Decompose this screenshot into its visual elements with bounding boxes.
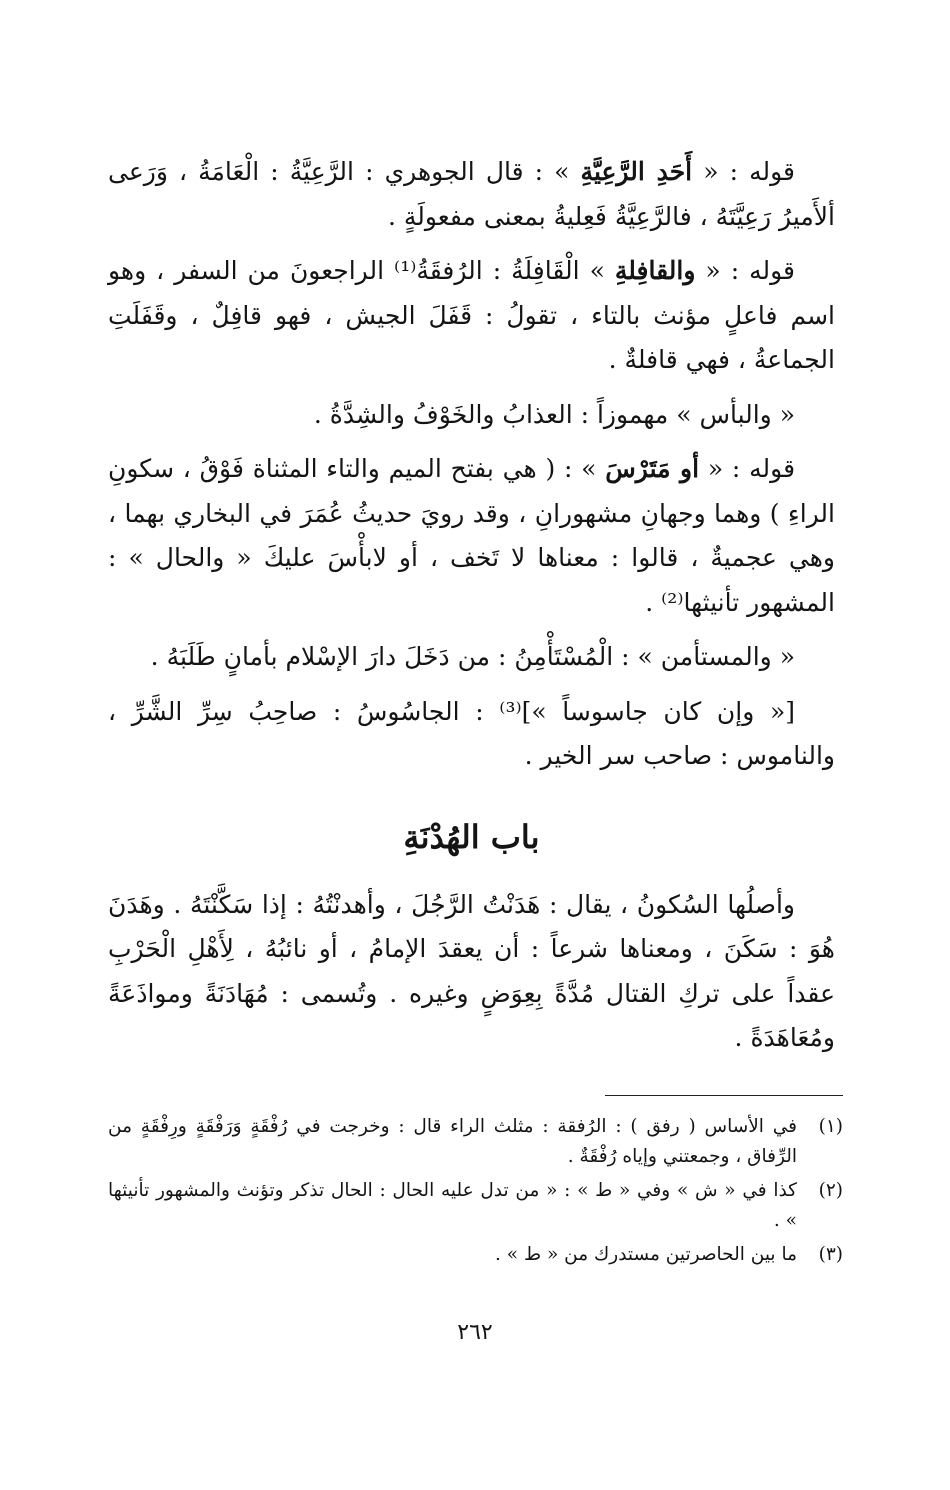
paragraph-hudna: وأصلُها السُكونُ ، يقال : هَدَنْتُ الرَّجُلَ ، وأهدنْتُهُ : إذا سَكَّنْتَهُ . وهَدَنَ هُوَ : سَكَنَ ، ومعناها شرعاً : أن يعقدَ الإمامُ ، أو نائبُهُ ، لِأَهْلِ الْحَرْبِ عقداً على تركِ القتال مُدَّةً بِعِوَضٍ وغيره . وتُسمى : مُهَادَنَةً ومواذَعَةً ومُعَاهَدَةً . <box>108 889 835 1052</box>
entry-term: أَحَدِ الرَّعِيَّةِ <box>580 157 693 186</box>
paragraph-jasus: [« وإن كان جاسوساً »]⁽³⁾ : الجاسُوسُ : صاحِبُ سِرِّ الشَّرِّ ، والناموس : صاحب سر الخير . <box>108 696 835 770</box>
entry-term: أو مَتَرْسَ <box>605 454 700 483</box>
footnote-number: (٢) <box>818 1180 843 1201</box>
paragraph-raiyya: قوله : « أَحَدِ الرَّعِيَّةِ » : قال الجوهري : الرَّعِيَّةُ : الْعَامَةُ ، وَرَعى ألأَميرُ رَعِيَّتَهُ ، فالرَّعِيَّةُ فَعِليةُ بمعنى مفعولَةٍ . <box>108 157 835 231</box>
footnote-text: ما بين الحاصرتين مستدرك من « ط » . <box>495 1244 797 1265</box>
footnote-number: (١) <box>818 1116 843 1137</box>
page-number: ٢٦٢ <box>457 1320 493 1345</box>
paragraph-matars: قوله : « أو مَتَرْسَ » : ( هي بفتح الميم والتاء المثناة فَوْقُ ، سكونِ الراءِ ) وهما وجهانِ مشهورانِ ، وقد رويَ حديثُ عُمَرَ في البخاري بهما ، وهي عجميةٌ ، قالوا : معناها لا تَخف ، أو لابأْسَ عليكَ « والحال » : المشهور تأنيثها⁽²⁾ . <box>108 454 835 617</box>
footnote-text: في الأساس ( رفق ) : الرُفقة : مثلث الراء قال : وخرجت في رُفْقَةٍ وَرَفْقَةٍ ورِفْقَةٍ من الرِّفاق ، وجمعتني وإياه رُفْقَةٌ . <box>108 1116 797 1167</box>
paragraph-bas: « والبأس » مهموزاً : العذابُ والخَوْفُ والشِدَّةُ . <box>313 399 795 429</box>
footnote <box>108 1240 843 1270</box>
footnote <box>108 1176 843 1236</box>
main-text <box>108 150 835 1071</box>
section-heading: باب الهُدْنَةِ <box>403 817 540 856</box>
footnotes <box>108 1112 843 1274</box>
footnote-text: كذا في « ش » وفي « ط » : « من تدل عليه الحال : الحال تذكر وتؤنث والمشهور تأنيثها » . <box>108 1180 797 1231</box>
footnote-separator <box>605 1095 843 1096</box>
paragraph-qafila: قوله : « والقافِلةِ » الْقَافِلَةُ : الرُفقَةُ⁽¹⁾ الراجعونَ من السفر ، وهو اسم فاعلٍ مؤنث بالتاء ، تقولُ : قَفَلَ الجيش ، فهو قافِلٌ ، وقَفَلَتِ الجماعةُ ، فهي قافلةٌ . <box>108 256 835 374</box>
paragraph-mustamin: « والمستأمن » : الْمُسْتَأْمِنُ : من دَخَلَ دارَ الإسْلام بأمانٍ طَلَبَهُ . <box>150 642 795 671</box>
footnote <box>108 1112 843 1172</box>
entry-term: والقافِلةِ <box>614 256 696 285</box>
footnote-number: (٣) <box>818 1244 843 1265</box>
